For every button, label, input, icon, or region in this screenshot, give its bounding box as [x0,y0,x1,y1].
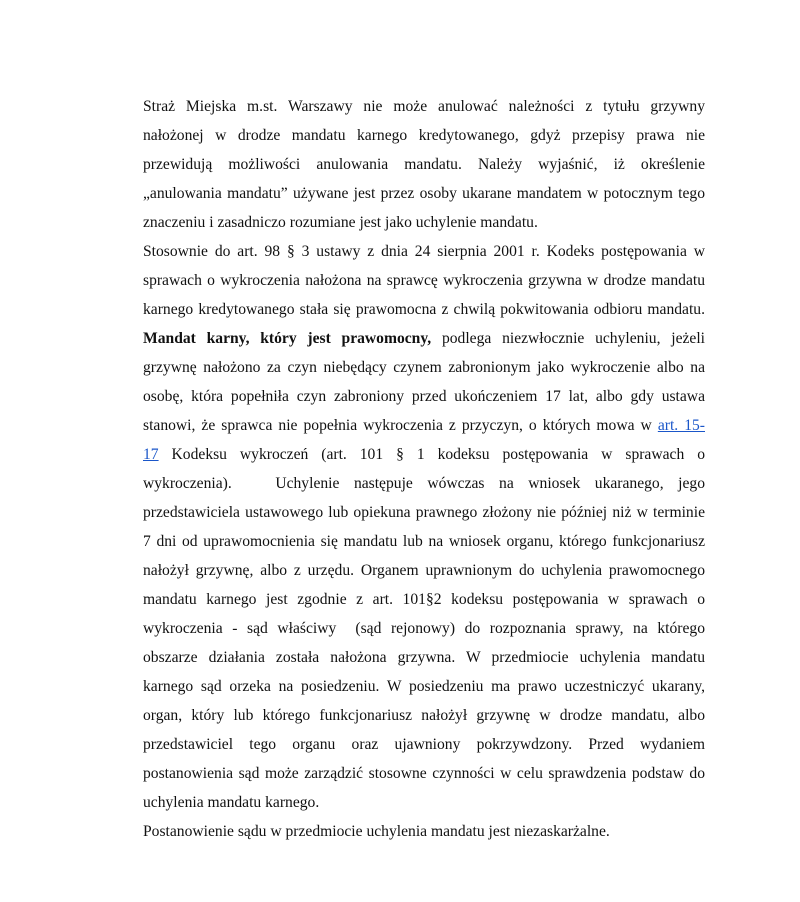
text-line: znaczeniu i zasadniczo rozumiane jest jako uchylenie mandatu. [143,214,538,231]
document-body [143,92,705,846]
text-line: przewidują możliwości anulowania mandatu. Należy wyjaśnić, iż określenie [143,156,705,173]
text-line: Postanowienie sądu w przedmiocie uchylenia mandatu jest niezaskarżalne. [143,823,610,840]
text-line-with-link [143,440,705,469]
article-link-continued[interactable]: 17 [143,446,159,463]
text-line: nałożonej w drodze mandatu karnego kredytowanego, gdyż przepisy prawa nie [143,127,705,144]
text-line: osobę, która popełniła czyn zabroniony przed ukończeniem 17 lat, albo gdy ustawa [143,388,705,405]
text-line: przedstawiciela ustawowego lub opiekuna prawnego złożony nie później niż w terminie [143,504,705,521]
text-line: uchylenia mandatu karnego. [143,794,320,811]
text-line: sprawach o wykroczenia nałożona na sprawcę wykroczenia grzywna w drodze mandatu [143,272,705,289]
text-after-link: Kodeksu wykroczeń (art. 101 § 1 kodeksu postępowania w sprawach o [158,446,705,463]
article-link[interactable]: art. 15- [657,417,705,434]
text-line: 7 dni od uprawomocnienia się mandatu lub na wniosek organu, którego funkcjonariusz [143,533,705,550]
text-line: nałożył grzywnę, albo z urzędu. Organem uprawnionym do uchylenia prawomocnego [143,562,705,579]
text-line: organ, który lub którego funkcjonariusz nałożył grzywnę w drodze mandatu, albo [143,707,705,724]
text-line: wykroczenia). Uchylenie następuje wówczas na wniosek ukaranego, jego [143,475,705,492]
bold-lead-text: Mandat karny, który jest prawomocny, [143,330,432,347]
text-line: Straż Miejska m.st. Warszawy nie może anulować należności z tytułu grzywny [143,98,705,115]
text-before-link: stanowi, że sprawca nie popełnia wykroczenia z przyczyn, o których mowa w [143,417,658,434]
text-line: obszarze działania została nałożona grzywna. W przedmiocie uchylenia mandatu [143,649,705,666]
text-line: karnego sąd orzeka na posiedzeniu. W posiedzeniu ma prawo uczestniczyć ukarany, [143,678,705,695]
text-line-with-link [143,411,705,440]
text-line: Stosownie do art. 98 § 3 ustawy z dnia 24 sierpnia 2001 r. Kodeks postępowania w [143,243,705,260]
text-line: mandatu karnego jest zgodnie z art. 101§2 kodeksu postępowania w sprawach o [143,591,705,608]
text-line: postanowienia sąd może zarządzić stosowne czynności w celu sprawdzenia podstaw do [143,765,705,782]
text-after-bold: podlega niezwłocznie uchyleniu, jeżeli [431,330,705,347]
text-line-with-bold-lead [143,324,705,353]
text-line: karnego kredytowanego stała się prawomocna z chwilą pokwitowania odbioru mandatu. [143,301,705,318]
text-line: przedstawiciel tego organu oraz ujawniony pokrzywdzony. Przed wydaniem [143,736,705,753]
text-line: „anulowania mandatu” używane jest przez osoby ukarane mandatem w potocznym tego [143,185,705,202]
text-line: wykroczenia - sąd właściwy (sąd rejonowy) do rozpoznania sprawy, na którego [143,620,705,637]
text-line: grzywnę nałożono za czyn niebędący czynem zabronionym jako wykroczenie albo na [143,359,705,376]
